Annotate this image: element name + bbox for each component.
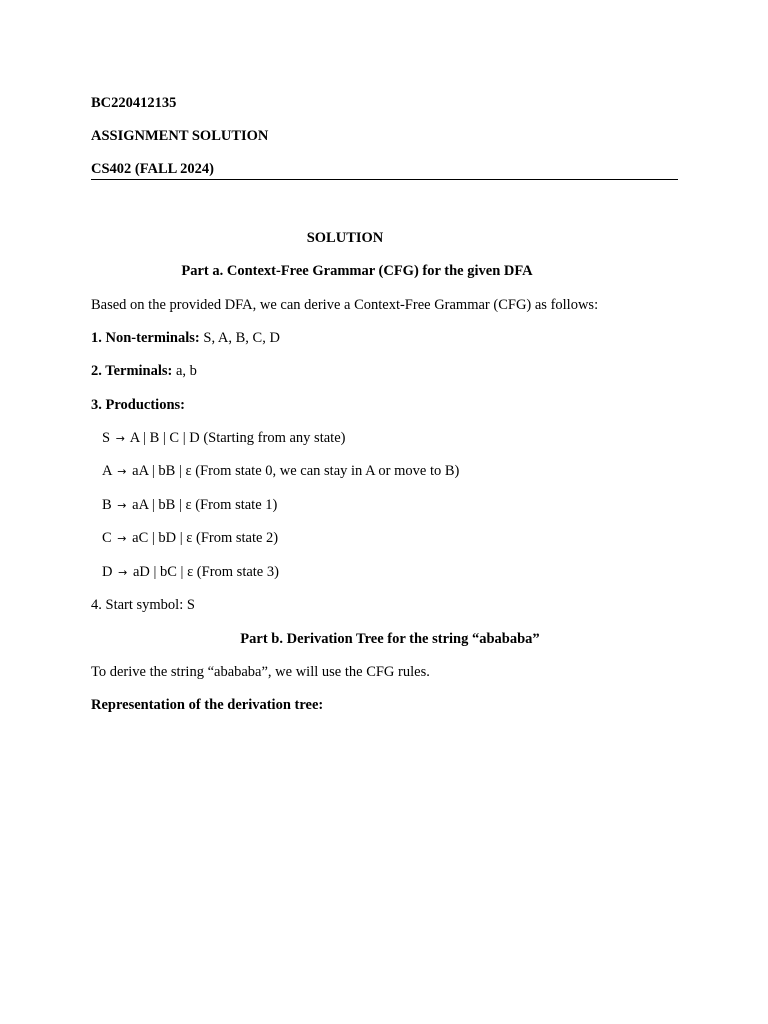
production-rule [102,529,278,548]
right-arrow-icon: → [117,465,127,478]
right-arrow-icon: → [117,499,127,512]
production-lhs: A [102,463,112,479]
nonterminals-label: 1. Non-terminals: [91,330,200,346]
student-id: BC220412135 [91,95,177,111]
productions-label: 3. Productions: [91,397,185,413]
production-lhs: B [102,497,112,513]
nonterminals-line [91,329,280,347]
derivation-tree-label: Representation of the derivation tree: [91,697,324,713]
production-rule [102,563,279,582]
production-rhs: A | B | C | D (Starting from any state) [129,430,346,446]
production-rhs: aA | bB | ε (From state 1) [132,497,278,513]
part-b-heading: Part b. Derivation Tree for the string “abababa” [240,631,540,647]
terminals-label: 2. Terminals: [91,363,173,379]
production-lhs: D [102,564,113,580]
production-rhs: aA | bB | ε (From state 0, we can stay in A or move to B) [132,463,460,479]
production-rule [102,496,277,515]
part-a-heading: Part a. Context-Free Grammar (CFG) for the given DFA [181,263,533,279]
production-lhs: C [102,530,112,546]
right-arrow-icon: → [117,532,127,545]
right-arrow-icon: → [118,566,128,579]
start-symbol: 4. Start symbol: S [91,597,195,613]
production-rule [102,429,345,448]
part-b-intro: To derive the string “abababa”, we will use the CFG rules. [91,664,430,680]
nonterminals-value: S, A, B, C, D [203,330,280,346]
document-type: ASSIGNMENT SOLUTION [91,128,269,144]
terminals-value: a, b [176,363,197,379]
terminals-line [91,362,197,380]
production-rhs: aC | bD | ε (From state 2) [132,530,279,546]
course-code: CS402 (FALL 2024) [91,161,214,177]
production-rhs: aD | bC | ε (From state 3) [132,564,279,580]
part-a-intro: Based on the provided DFA, we can derive a Context-Free Grammar (CFG) as follows: [91,297,599,313]
production-rule [102,462,459,481]
right-arrow-icon: → [115,432,125,445]
solution-heading: SOLUTION [306,230,384,246]
header-divider [91,179,678,180]
production-lhs: S [102,430,111,446]
